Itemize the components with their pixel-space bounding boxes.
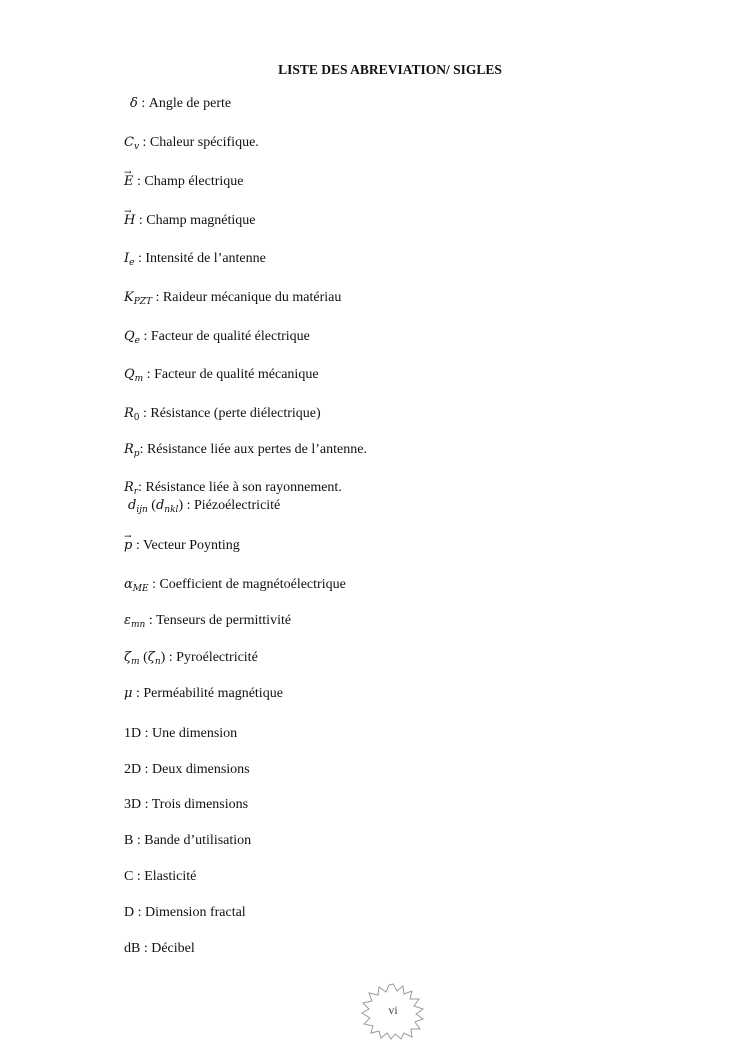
definition: : Vecteur Poynting [132, 538, 240, 553]
subscript: mn [130, 620, 146, 630]
subscript: nkl [164, 505, 179, 515]
subscript: ijn [136, 505, 148, 515]
symbol: R [124, 406, 134, 421]
entry-rr [124, 480, 342, 500]
page-number: vi [388, 1003, 398, 1017]
entry-delta [130, 96, 231, 112]
subscript: ME [132, 584, 149, 594]
subscript: n [154, 657, 161, 667]
definition: : Champ magnétique [135, 213, 256, 228]
subscript: e [134, 336, 140, 346]
definition: : Coefficient de magnétoélectrique [148, 577, 346, 592]
entry-qm [124, 367, 319, 387]
symbol: → E [124, 174, 134, 190]
definition: : Facteur de qualité mécanique [143, 367, 319, 382]
symbol: μ [124, 686, 133, 701]
subscript: e [129, 258, 135, 268]
symbol: Q [124, 367, 135, 382]
symbol: C [124, 135, 134, 150]
subscript: p [133, 449, 140, 459]
entry-zeta [124, 650, 258, 670]
symbol: d [128, 498, 137, 513]
definition: : Champ électrique [133, 174, 244, 189]
symbol: ζ [147, 650, 155, 665]
subscript: m [134, 374, 144, 384]
symbol: I [124, 251, 130, 266]
symbol: ε [124, 613, 131, 628]
symbol: Q [124, 329, 135, 344]
symbol: δ [130, 96, 138, 111]
entry-piezo [128, 498, 280, 518]
definition: : Raideur mécanique du matériau [152, 290, 342, 305]
definition: : Perméabilité magnétique [132, 686, 283, 701]
symbol: R [124, 480, 134, 495]
acronym-db: dB : Décibel [124, 941, 195, 956]
entry-kpzt [124, 290, 341, 310]
acronym-d: D : Dimension fractal [124, 905, 246, 920]
entry-rp [124, 442, 367, 462]
definition: : Chaleur spécifique. [139, 135, 259, 150]
entry-ie [124, 251, 266, 271]
definition: : Facteur de qualité électrique [140, 329, 310, 344]
acronym-c: C : Elasticité [124, 869, 197, 884]
subscript: r [133, 487, 139, 497]
subscript: 0 [133, 413, 140, 423]
symbol: K [124, 290, 134, 305]
acronym-b: B : Bande d’utilisation [124, 833, 252, 848]
entry-h-field [124, 213, 256, 229]
page-title: LISTE DES ABREVIATION/ SIGLES [278, 62, 502, 77]
definition: : Résistance liée aux pertes de l’antenne. [139, 442, 367, 457]
definition: : Tenseurs de permittivité [145, 613, 292, 628]
entry-r0 [124, 406, 321, 426]
subscript: v [133, 142, 140, 152]
definition: ) : Pyroélectricité [160, 650, 258, 665]
acronym-3d: 3D : Trois dimensions [124, 797, 249, 812]
symbol: → H [124, 213, 135, 229]
symbol: α [124, 577, 133, 592]
symbol: ζ [124, 650, 132, 665]
definition: : Résistance liée à son rayonnement. [138, 480, 342, 495]
entry-cv [124, 135, 259, 155]
definition: : Résistance (perte diélectrique) [139, 406, 321, 421]
subscript: PZT [133, 297, 153, 307]
symbol: → p [124, 538, 132, 554]
paren-open: ( [147, 498, 156, 513]
entry-e-field [124, 174, 244, 190]
entry-alpha-me [124, 577, 346, 597]
symbol: R [124, 442, 134, 457]
subscript: m [131, 657, 140, 667]
definition: : Intensité de l’antenne [134, 251, 266, 266]
entry-qe [124, 329, 310, 349]
acronym-1d: 1D : Une dimension [124, 726, 238, 741]
definition: : Angle de perte [137, 96, 232, 111]
entry-poynting [124, 538, 240, 554]
entry-mu [124, 686, 283, 702]
definition: ) : Piézoélectricité [178, 498, 281, 513]
acronym-2d: 2D : Deux dimensions [124, 762, 250, 777]
entry-epsilon [124, 613, 291, 633]
paren-open: ( [139, 650, 148, 665]
symbol: d [155, 498, 165, 513]
